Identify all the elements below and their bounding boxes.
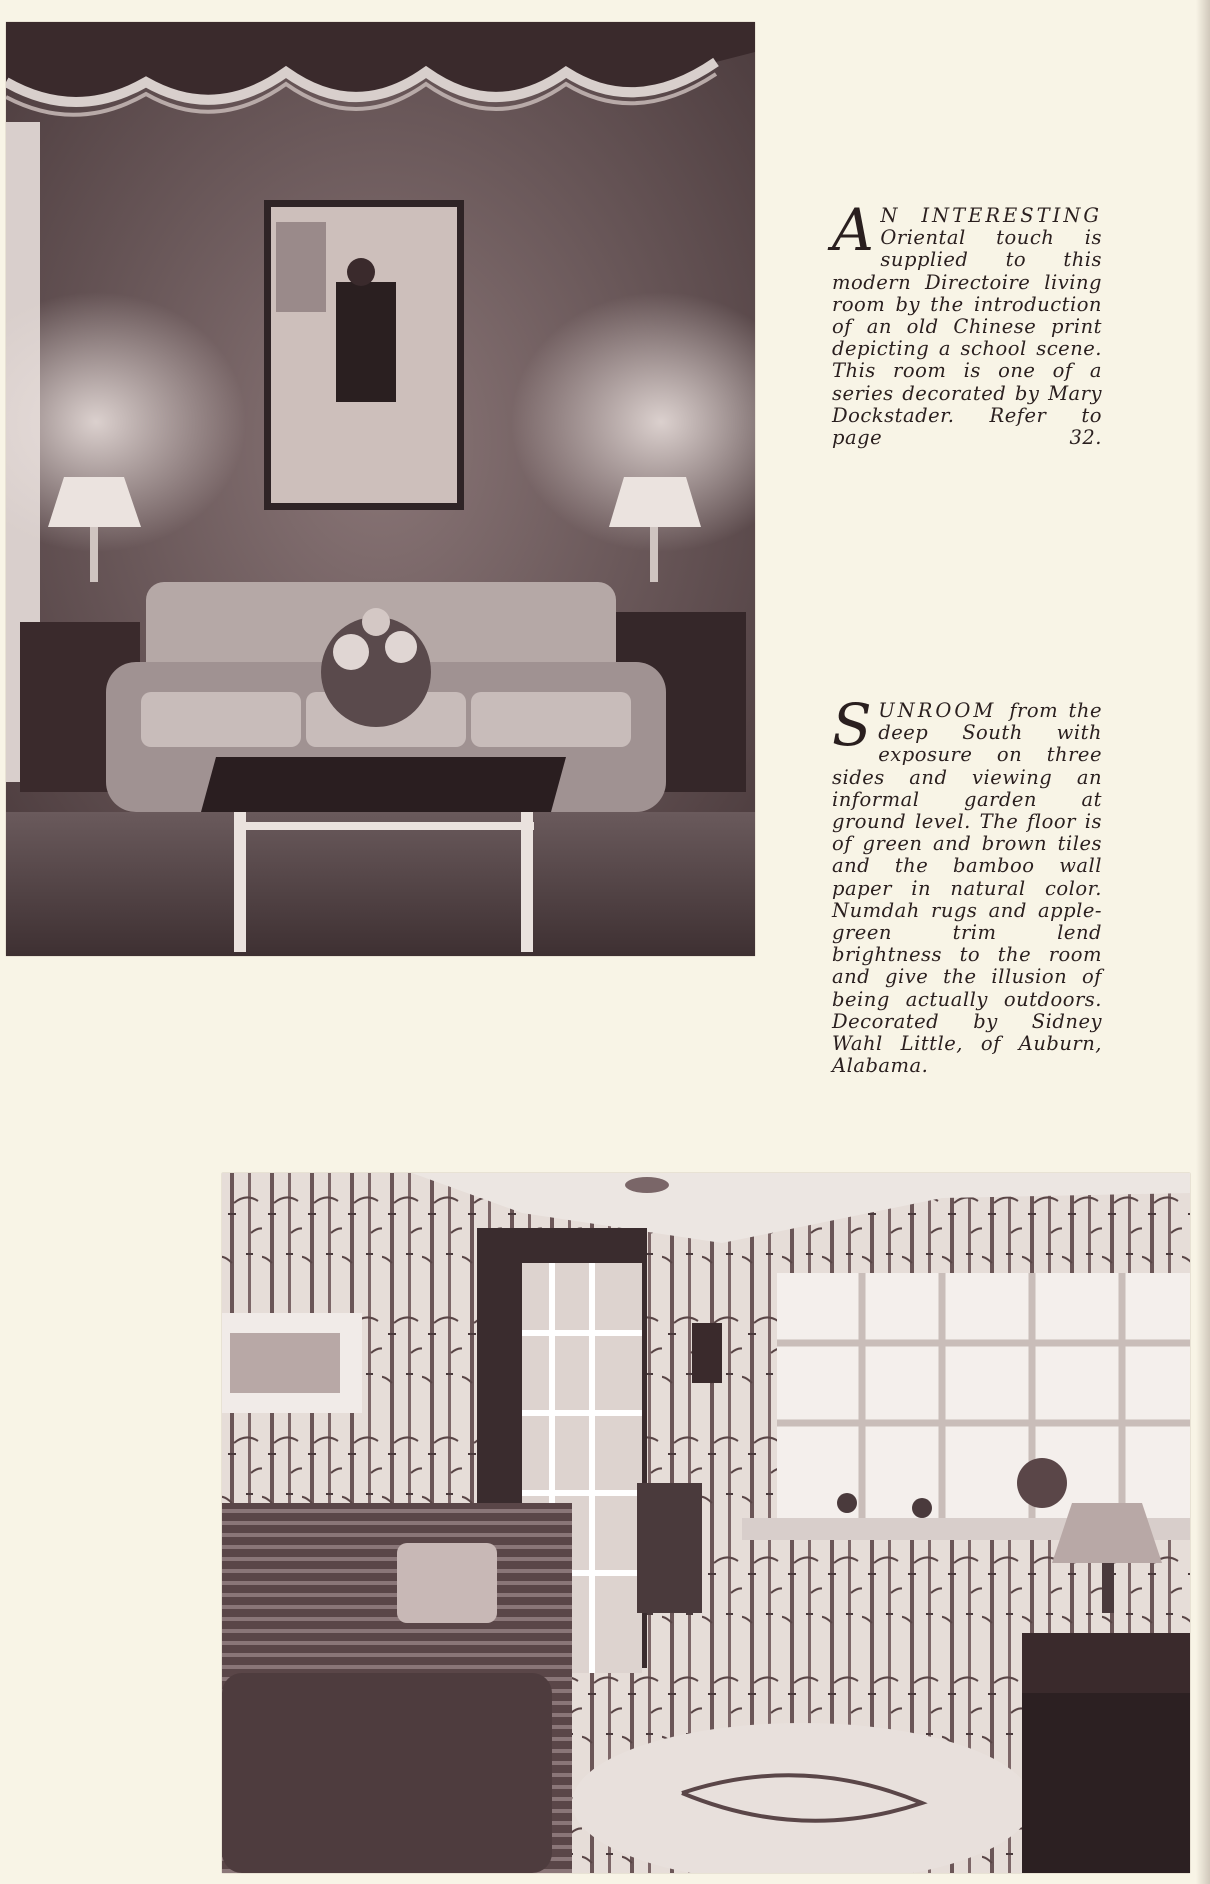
drop-cap: S	[832, 691, 873, 759]
drop-cap: A	[832, 196, 875, 264]
page-edge-shadow	[1196, 0, 1210, 1884]
caption-lead: UNROOM	[878, 699, 1010, 722]
sunroom-caption	[832, 691, 1102, 1078]
caption-lead: N INTERESTING	[880, 204, 1102, 227]
caption-body: from the deep South with exposure on three sides and viewing an informal garden at ground level. The floor is of green and brown tiles and the bamboo wall paper in natural color. Numdah rugs and apple-green trim lend brightness to the room and give the illusion of being actually outdoors. Decorated by Sidney Wahl Little, of Auburn, Alabama.	[832, 699, 1102, 1078]
living-room-photo	[6, 22, 755, 956]
sunroom-photo	[222, 1173, 1190, 1873]
caption-body: Oriental touch is supplied to this modern Directoire living room by the introduction of an old Chinese print depicting a school scene. This room is one of a series decorated by Mary Dockstader. Refer to page 32.	[832, 226, 1102, 450]
living-room-caption	[832, 196, 1102, 450]
